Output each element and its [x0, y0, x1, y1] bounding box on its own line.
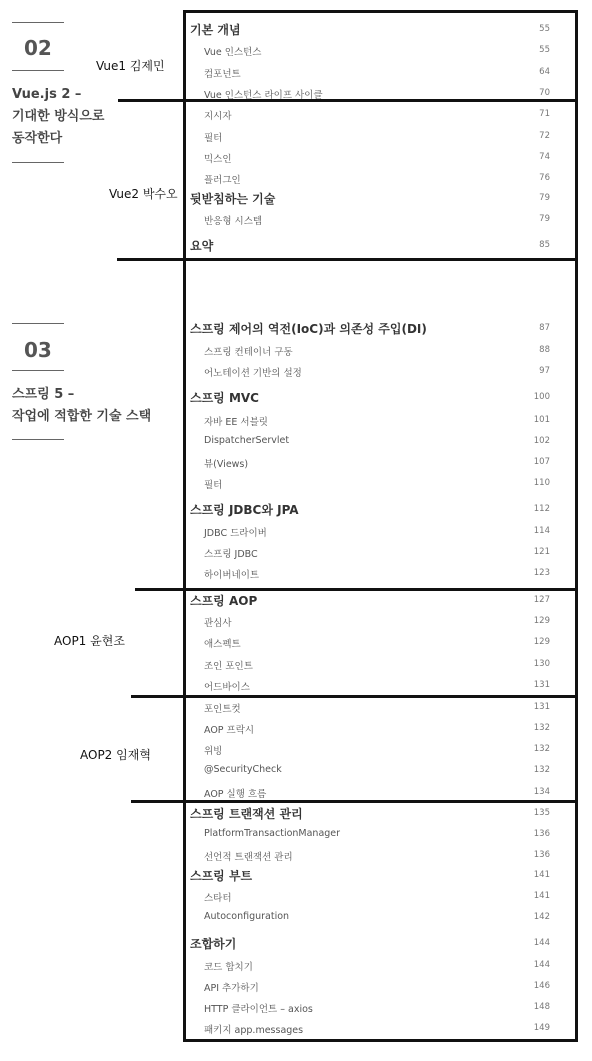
toc-entry-page: 121 — [533, 547, 550, 557]
toc-entry-label: Vue 인스턴스 라이프 사이클 — [204, 90, 323, 101]
toc-entry-label: 뷰(Views) — [204, 459, 249, 470]
toc-entry-page: 129 — [533, 616, 550, 626]
toc-entry-label: 스프링 AOP — [190, 594, 258, 608]
toc-entry-page: 130 — [533, 659, 550, 669]
toc-section-entry — [0, 238, 592, 254]
toc-subsection-entry — [0, 212, 592, 228]
toc-section-entry — [0, 868, 592, 884]
presenter-label: Vue1 김제민 — [96, 59, 165, 73]
toc-entry-page: 70 — [539, 88, 550, 98]
toc-entry-page: 55 — [539, 24, 550, 34]
chapter-03-number: 03 — [24, 338, 52, 362]
toc-subsection-entry — [0, 785, 592, 801]
toc-entry-label: AOP 프락시 — [204, 725, 255, 736]
toc-entry-page: 79 — [539, 193, 550, 203]
toc-entry-page: 85 — [539, 240, 550, 250]
toc-entry-label: 조인 포인트 — [204, 661, 253, 672]
section-divider — [135, 588, 578, 591]
toc-entry-page: 112 — [533, 504, 550, 514]
toc-entry-label: 뒷받침하는 기술 — [190, 192, 276, 206]
toc-entry-label: 패키지 app.messages — [204, 1025, 304, 1036]
chapter-03-title-line: 작업에 적합한 기술 스택 — [12, 409, 152, 424]
toc-entry-page: 71 — [539, 109, 550, 119]
toc-entry-label: 요약 — [190, 239, 214, 253]
toc-entry-label: JDBC 드라이버 — [204, 528, 267, 539]
toc-subsection-entry — [0, 742, 592, 758]
toc-entry-label: PlatformTransactionManager — [204, 828, 341, 839]
toc-subsection-entry — [0, 129, 592, 145]
toc-entry-page: 102 — [533, 436, 550, 446]
toc-section-entry — [0, 936, 592, 952]
toc-section-entry — [0, 593, 592, 609]
toc-entry-page: 107 — [533, 457, 550, 467]
toc-entry-page: 142 — [533, 912, 550, 922]
toc-subsection-entry — [0, 958, 592, 974]
toc-entry-page: 74 — [539, 152, 550, 162]
toc-entry-page: 88 — [539, 345, 550, 355]
toc-subsection-entry — [0, 979, 592, 995]
toc-entry-page: 129 — [533, 637, 550, 647]
toc-entry-label: 컴포넌트 — [204, 69, 241, 80]
chapter-03-title-line: 스프링 5 – — [12, 387, 75, 402]
toc-entry-page: 131 — [533, 702, 550, 712]
toc-entry-label: API 추가하기 — [204, 983, 259, 994]
toc-section-entry — [0, 390, 592, 406]
toc-entry-page: 76 — [539, 173, 550, 183]
toc-entry-label: 스프링 제어의 역전(IoC)과 의존성 주입(DI) — [190, 322, 427, 336]
presenter-label: AOP1 윤현조 — [54, 634, 125, 648]
toc-subsection-entry — [0, 678, 592, 694]
chapter-02-title-line: 동작한다 — [12, 131, 63, 146]
toc-entry-label: Autoconfiguration — [204, 911, 290, 922]
toc-entry-page: 136 — [533, 850, 550, 860]
toc-entry-label: 플러그인 — [204, 175, 241, 186]
toc-entry-label: 스프링 JDBC와 JPA — [190, 503, 299, 517]
toc-section-entry — [0, 191, 592, 207]
toc-entry-page: 149 — [533, 1023, 550, 1033]
toc-entry-label: 믹스인 — [204, 154, 232, 165]
toc-entry-label: DispatcherServlet — [204, 435, 290, 446]
toc-entry-label: 코드 합치기 — [204, 962, 253, 973]
toc-entry-page: 72 — [539, 131, 550, 141]
toc-entry-page: 148 — [533, 1002, 550, 1012]
toc-entry-label: 필터 — [204, 480, 223, 491]
toc-entry-label: 자바 EE 서블릿 — [204, 417, 268, 428]
toc-subsection-entry — [0, 107, 592, 123]
toc-entry-label: 포인트컷 — [204, 704, 241, 715]
toc-entry-page: 141 — [533, 891, 550, 901]
toc-subsection-entry — [0, 614, 592, 630]
toc-entry-label: 스프링 JDBC — [204, 549, 258, 560]
toc-entry-label: Vue 인스턴스 — [204, 47, 262, 58]
toc-entry-label: 어드바이스 — [204, 682, 250, 693]
toc-entry-label: 스타터 — [204, 893, 232, 904]
toc-subsection-entry — [0, 171, 592, 187]
chapter-02-number: 02 — [24, 36, 52, 60]
toc-entry-label: 어노테이션 기반의 설정 — [204, 368, 302, 379]
toc-entry-page: 55 — [539, 45, 550, 55]
toc-entry-page: 132 — [533, 744, 550, 754]
toc-entry-label: 위빙 — [204, 746, 223, 757]
toc-entry-label: 반응형 시스템 — [204, 216, 263, 227]
toc-subsection-entry — [0, 476, 592, 492]
chapter-02-title-line: 기대한 방식으로 — [12, 109, 105, 124]
toc-entry-label: 스프링 부트 — [190, 869, 253, 883]
toc-subsection-entry — [0, 1021, 592, 1037]
toc-entry-label: AOP 실행 흐름 — [204, 789, 267, 800]
toc-entry-page: 123 — [533, 568, 550, 578]
toc-subsection-entry — [0, 889, 592, 905]
section-divider — [131, 695, 578, 698]
toc-entry-page: 144 — [533, 960, 550, 970]
toc-entry-label: 스프링 트랜잭션 관리 — [190, 807, 303, 821]
toc-section-entry — [0, 321, 592, 337]
toc-entry-label: 지시자 — [204, 111, 232, 122]
toc-subsection-entry — [0, 150, 592, 166]
presenter-label: AOP2 임재혁 — [80, 748, 151, 762]
toc-subsection-entry — [0, 910, 592, 926]
chapter-02-title-line: Vue.js 2 – — [12, 87, 82, 102]
toc-entry-label: 하이버네이트 — [204, 570, 260, 581]
toc-entry-page: 100 — [533, 392, 550, 402]
toc-subsection-entry — [0, 434, 592, 450]
toc-section-entry — [0, 806, 592, 822]
toc-entry-page: 144 — [533, 938, 550, 948]
toc-subsection-entry — [0, 524, 592, 540]
toc-entry-page: 135 — [533, 808, 550, 818]
toc-subsection-entry — [0, 455, 592, 471]
toc-entry-page: 110 — [533, 478, 550, 488]
toc-entry-label: 조합하기 — [190, 937, 237, 951]
toc-subsection-entry — [0, 763, 592, 779]
toc-entry-page: 136 — [533, 829, 550, 839]
toc-subsection-entry — [0, 86, 592, 102]
section-divider — [117, 258, 578, 261]
toc-entry-label: 스프링 컨테이너 구동 — [204, 347, 293, 358]
toc-entry-page: 87 — [539, 323, 550, 333]
toc-entry-label: @SecurityCheck — [204, 764, 282, 775]
toc-entry-page: 134 — [533, 787, 550, 797]
toc-entry-label: 기본 개념 — [190, 23, 241, 37]
toc-entry-page: 141 — [533, 870, 550, 880]
toc-entry-label: HTTP 클라이언트 – axios — [204, 1004, 313, 1015]
toc-entry-page: 101 — [533, 415, 550, 425]
toc-subsection-entry — [0, 721, 592, 737]
toc-subsection-entry — [0, 413, 592, 429]
toc-subsection-entry — [0, 545, 592, 561]
presenter-label: Vue2 박수오 — [109, 187, 178, 201]
toc-subsection-entry — [0, 635, 592, 651]
toc-entry-page: 132 — [533, 765, 550, 775]
toc-section-entry — [0, 502, 592, 518]
toc-entry-page: 132 — [533, 723, 550, 733]
toc-subsection-entry — [0, 43, 592, 59]
toc-subsection-entry — [0, 65, 592, 81]
toc-subsection-entry — [0, 848, 592, 864]
toc-entry-label: 관심사 — [204, 618, 232, 629]
toc-subsection-entry — [0, 700, 592, 716]
toc-subsection-entry — [0, 364, 592, 380]
toc-entry-label: 애스펙트 — [204, 639, 241, 650]
toc-entry-page: 127 — [533, 595, 550, 605]
toc-entry-page: 131 — [533, 680, 550, 690]
toc-entry-page: 97 — [539, 366, 550, 376]
toc-entry-page: 79 — [539, 214, 550, 224]
toc-subsection-entry — [0, 1000, 592, 1016]
toc-subsection-entry — [0, 343, 592, 359]
toc-entry-label: 선언적 트랜잭션 관리 — [204, 852, 293, 863]
toc-subsection-entry — [0, 827, 592, 843]
toc-entry-label: 필터 — [204, 133, 223, 144]
toc-entry-page: 64 — [539, 67, 550, 77]
toc-entry-page: 114 — [533, 526, 550, 536]
toc-subsection-entry — [0, 566, 592, 582]
toc-section-entry — [0, 22, 592, 38]
toc-entry-page: 146 — [533, 981, 550, 991]
toc-entry-label: 스프링 MVC — [190, 391, 259, 405]
toc-subsection-entry — [0, 657, 592, 673]
